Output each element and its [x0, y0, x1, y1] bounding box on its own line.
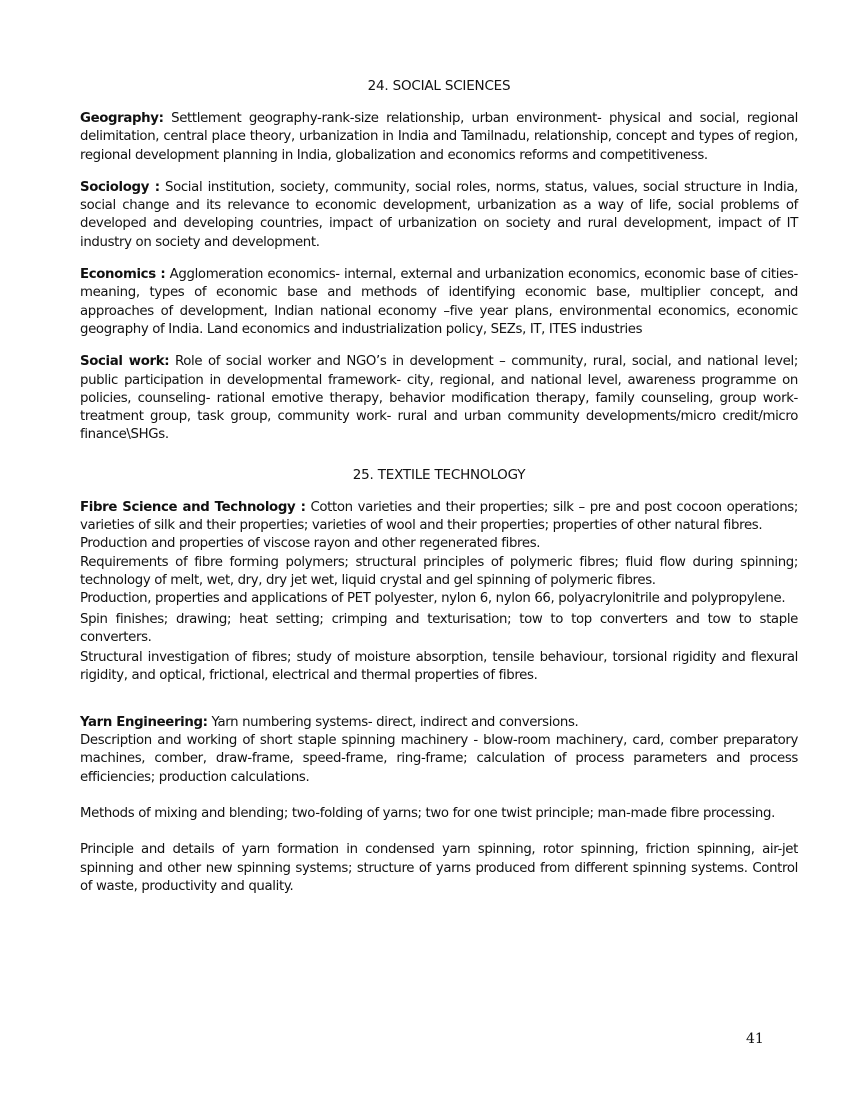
paragraph-geography — [80, 110, 798, 165]
spacer — [80, 787, 798, 805]
paragraph-social-work — [80, 353, 798, 444]
page-content — [80, 76, 798, 896]
label-sociology: Sociology : — [80, 179, 160, 195]
section-heading-textile-technology: 25. TEXTILE TECHNOLOGY — [352, 466, 526, 483]
text-social-work: Role of social worker and NGO’s in development – community, rural, social, and national level; public participation in developmental framework- city, regional, and national level, awareness programme on policies, counseling- rational emotive therapy, behavior modification therapy, family counseling, group work- treatment group, task group, community work- rural and urban community developments/micro credit/micro finance\SHGs. — [80, 354, 798, 443]
label-economics: Economics : — [80, 267, 166, 283]
label-yarn-engineering: Yarn Engineering: — [80, 714, 208, 730]
label-social-work: Social work: — [80, 354, 170, 370]
fibre-line-structural: Structural investigation of fibres; study of moisture absorption, tensile behaviour, torsional rigidity and flexural rigidity, and optical, frictional, electrical and thermal properties of fibres. — [80, 650, 798, 684]
yarn-line-short-staple: Description and working of short staple spinning machinery - blow-room machinery, card, comber preparatory machines, comber, draw-frame, speed-frame, ring-frame; calculation of process parameters and process efficiencies; production calculations. — [80, 733, 798, 785]
fibre-line-viscose: Production and properties of viscose rayon and other regenerated fibres. — [80, 536, 541, 552]
spacer — [80, 823, 798, 841]
page-number: 41 — [746, 1031, 764, 1047]
label-geography: Geography: — [80, 111, 164, 126]
paragraph-fibre-science — [80, 499, 798, 536]
text-yarn-engineering: Yarn numbering systems- direct, indirect and conversions. — [207, 714, 579, 730]
text-economics: Agglomeration economics- internal, external and urbanization economics, economic base of cities- meaning, types of economic base and methods of identifying economic base, multiplier concept, and approaches of development, Indian national economy –five year plans, environmental economics, economic geography of India. Land economics and industrialization policy, SEZs, IT, ITES industries — [80, 267, 798, 337]
paragraph-economics — [80, 266, 798, 339]
text-fibre-science: Cotton varieties and their properties; silk – pre and post cocoon operations; varieties of silk and their properties; varieties of wool and their properties; properties of other natural fibres. — [80, 499, 798, 534]
section-heading-social-sciences: 24. SOCIAL SCIENCES — [367, 78, 511, 94]
text-sociology: Social institution, society, community, social roles, norms, status, values, social structure in India, social change and its relevance to economic development, urbanization as a way of life, social problems of developed and developing countries, impact of urbanization on society and rural development, impact of IT industry on society and development. — [80, 179, 799, 250]
text-geography: Settlement geography-rank-size relationship, urban environment- physical and social, regional delimitation, central place theory, urbanization in India and Tamilnadu, relationship, concept and types of region, regional development planning in India, globalization and economics reforms and competitiveness. — [80, 111, 798, 163]
paragraph-yarn-engineering — [80, 714, 798, 732]
yarn-line-formation: Principle and details of yarn formation in condensed yarn spinning, rotor spinning, friction spinning, air-jet spinning and other new spinning systems; structure of yarns produced from different spinning systems. Control of waste, productivity and quality. — [80, 842, 798, 894]
fibre-line-spin-finishes: Spin finishes; drawing; heat setting; crimping and texturisation; tow to top converters and tow to staple converters. — [80, 611, 798, 645]
yarn-line-mixing: Methods of mixing and blending; two-folding of yarns; two for one twist principle; man-made fibre processing. — [80, 805, 775, 821]
fibre-line-pet: Production, properties and applications of PET polyester, nylon 6, nylon 66, polyacrylonitrile and polypropylene. — [80, 591, 786, 607]
label-fibre-science: Fibre Science and Technology : — [80, 499, 306, 515]
fibre-line-polymers: Requirements of fibre forming polymers; structural principles of polymeric fibres; fluid flow during spinning; technology of melt, wet, dry, dry jet wet, liquid crystal and gel spinning of polymeric fibres. — [80, 554, 798, 588]
paragraph-sociology — [80, 179, 798, 252]
spacer — [80, 686, 798, 714]
